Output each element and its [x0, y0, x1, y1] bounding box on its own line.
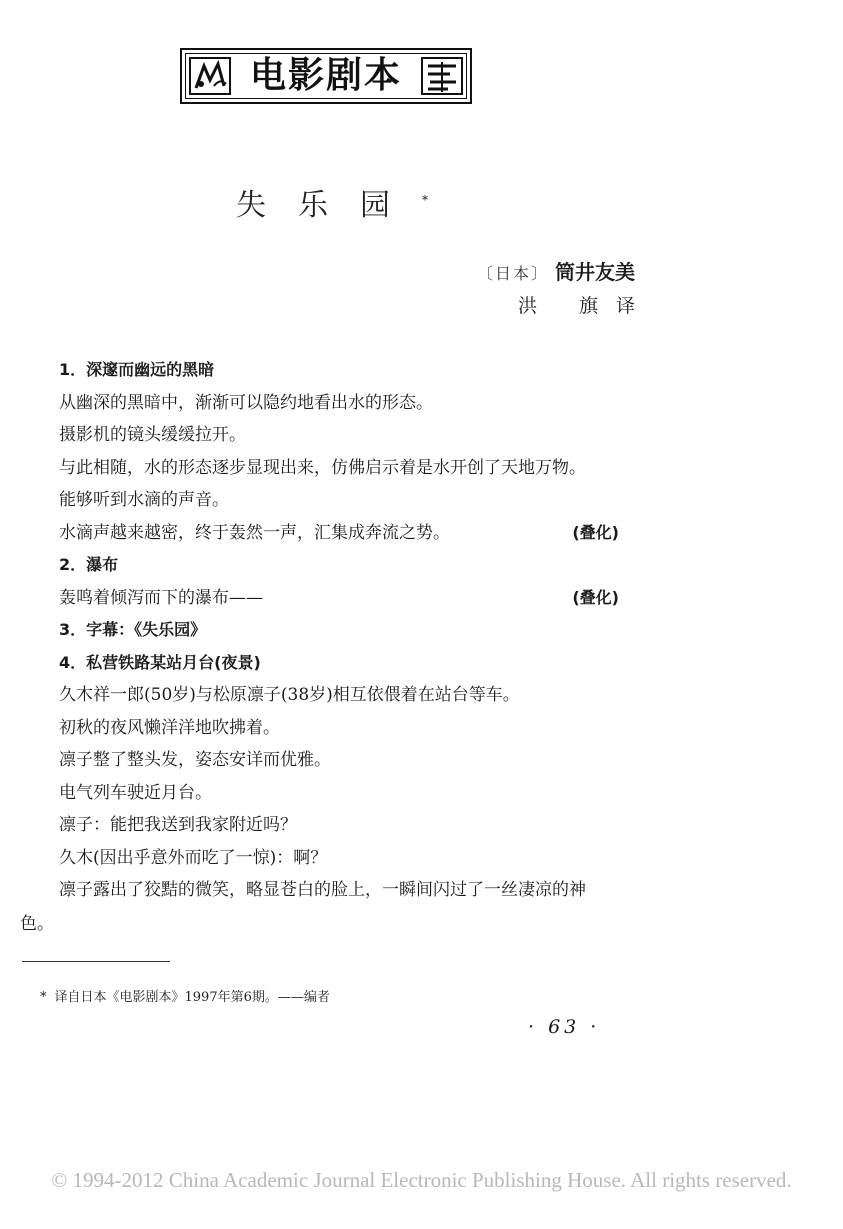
- line-text: 2．瀑布: [59, 555, 119, 574]
- script-line: [59, 712, 619, 745]
- left-ornament-icon: [188, 56, 232, 96]
- scene-heading: [59, 614, 619, 647]
- copyright-notice: © 1994-2012 China Academic Journal Electronic Publishing House. All rights reserved.: [51, 1168, 792, 1192]
- line-text: 4．私营铁路某站月台(夜景): [59, 652, 261, 672]
- line-text: 3．字幕：《失乐园》: [59, 620, 207, 639]
- script-line: [59, 777, 619, 810]
- line-text: 凛子露出了狡黠的微笑，略显苍白的脸上，一瞬间闪过了一丝凄凉的神: [59, 880, 586, 900]
- line-text: 久木祥一郎(50岁)与松原凛子(38岁)相互依偎着在站台等车。: [59, 685, 520, 705]
- script-line: [59, 679, 619, 712]
- script-line: [59, 842, 619, 875]
- line-text: 能够听到水滴的声音。: [59, 490, 229, 510]
- script-line: [59, 582, 619, 615]
- script-line: [59, 809, 619, 842]
- script-line: [59, 874, 619, 907]
- translator: 洪 旗译: [517, 295, 653, 317]
- footnote-rule: [22, 961, 170, 962]
- author-name: 筒井友美: [555, 260, 635, 284]
- wrapped-line-tail: 色。: [20, 914, 54, 934]
- script-line: [59, 387, 619, 420]
- scene-heading: [59, 354, 619, 387]
- line-text: 初秋的夜风懒洋洋地吹拂着。: [59, 717, 280, 738]
- section-banner: [180, 48, 472, 104]
- line-text: 电气列车驶近月台。: [59, 782, 212, 803]
- right-ornament-icon: [420, 56, 464, 96]
- line-text: 1．深邃而幽远的黑暗: [59, 360, 215, 379]
- scene-heading: [59, 647, 619, 680]
- line-text: 凛子：能把我送到我家附近吗？: [59, 815, 297, 835]
- footnote-star: *: [40, 990, 47, 1005]
- line-text: 摄影机的镜头缓缓拉开。: [59, 425, 246, 445]
- page-number: · 63 ·: [528, 1016, 601, 1038]
- script-body: [59, 354, 619, 907]
- line-text: 轰鸣着倾泻而下的瀑布——: [59, 587, 263, 608]
- author-block: [476, 256, 653, 322]
- line-text: 从幽深的黑暗中，渐渐可以隐约地看出水的形态。: [59, 392, 433, 413]
- script-line: [59, 484, 619, 517]
- footnote-text: 译自日本《电影剧本》1997年第6期。——编者: [54, 990, 330, 1005]
- footnote: [40, 986, 330, 1005]
- transition-tag: (叠化): [572, 587, 619, 607]
- transition-tag: (叠化): [572, 522, 619, 542]
- banner-title: 电影剧本: [249, 55, 402, 96]
- line-text: 与此相随，水的形态逐步显现出来，仿佛启示着是水开创了天地万物。: [59, 457, 586, 478]
- title-text: 失乐园: [236, 188, 422, 223]
- script-line: [59, 744, 619, 777]
- scene-heading: [59, 549, 619, 582]
- script-line: [59, 517, 619, 550]
- line-text: 凛子整了整头发，姿态安详而优雅。: [59, 750, 331, 770]
- script-line: [59, 452, 619, 485]
- script-line: [59, 419, 619, 452]
- title-footnote-mark: *: [422, 193, 428, 207]
- line-text: 水滴声越来越密，终于轰然一声，汇集成奔流之势。: [59, 522, 450, 543]
- page-title: [236, 180, 428, 224]
- author-country: 〔日本〕: [476, 264, 549, 283]
- line-text: 久木(因出乎意外而吃了一惊)：啊？: [59, 847, 328, 868]
